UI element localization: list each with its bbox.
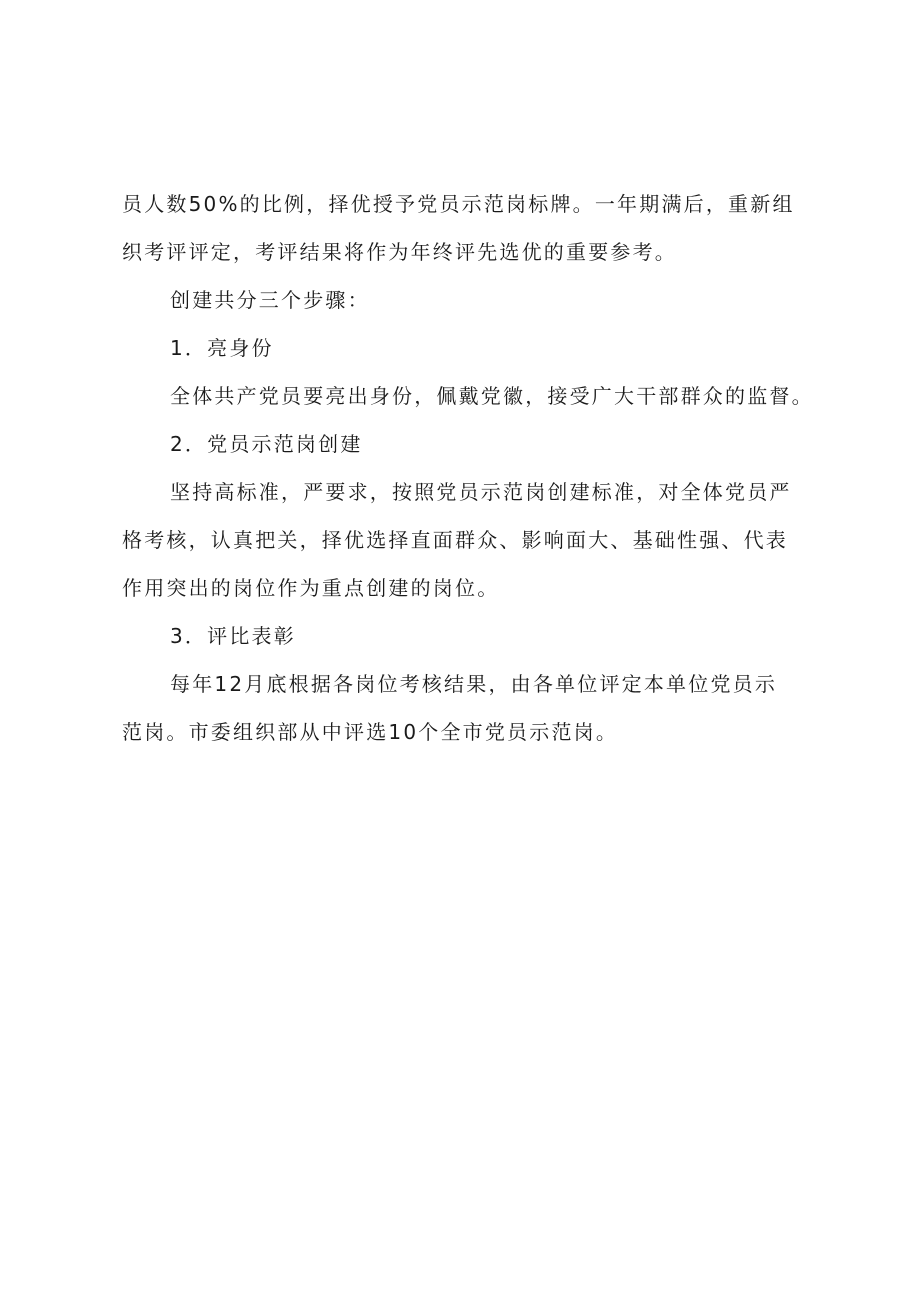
step-3-body-line: 范岗。市委组织部从中评选10个全市党员示范岗。 (122, 720, 619, 744)
document-body (122, 180, 828, 756)
paragraph-line: 员人数50%的比例，择优授予党员示范岗标牌。一年期满后，重新组 (122, 192, 795, 216)
steps-intro: 创建共分三个步骤： (170, 288, 370, 312)
step-3-heading: 3．评比表彰 (170, 624, 296, 648)
step-1-body: 全体共产党员要亮出身份，佩戴党徽，接受广大干部群众的监督。 (170, 384, 814, 408)
step-2-body-line: 作用突出的岗位作为重点创建的岗位。 (122, 576, 500, 600)
step-3-body-line: 每年12月底根据各岗位考核结果，由各单位评定本单位党员示 (170, 672, 778, 696)
step-1-heading: 1．亮身份 (170, 336, 274, 360)
step-2-body-line: 格考核，认真把关，择优选择直面群众、影响面大、基础性强、代表 (122, 528, 788, 552)
paragraph-line: 织考评评定，考评结果将作为年终评先选优的重要参考。 (122, 240, 677, 264)
step-2-body-line: 坚持高标准，严要求，按照党员示范岗创建标准，对全体党员严 (170, 480, 792, 504)
step-2-heading: 2．党员示范岗创建 (170, 432, 363, 456)
